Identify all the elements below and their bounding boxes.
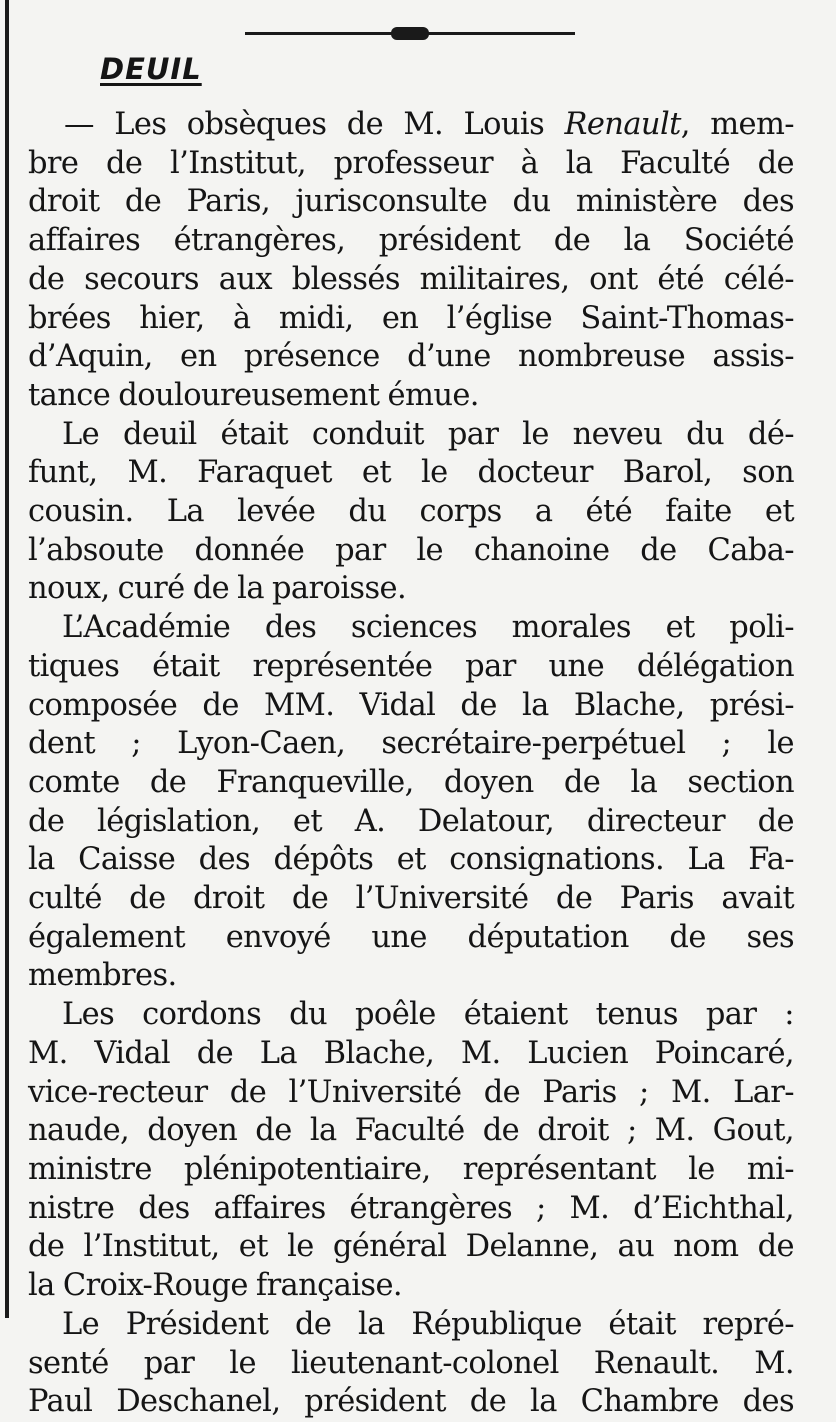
- paragraph-president: [28, 1306, 794, 1422]
- article-line: Le Président de la République était repré-: [62, 1306, 794, 1342]
- article-line: l’absoute donnée par le chanoine de Caba-: [28, 532, 794, 568]
- line-text: — Les obsèques de M. Louis: [64, 107, 565, 142]
- article-line: droit de Paris, jurisconsulte du ministère des: [28, 184, 794, 220]
- article-line: cousin. La levée du corps a été faite et: [28, 494, 794, 530]
- article-line: M. Vidal de La Blache, M. Lucien Poincaré,: [28, 1035, 794, 1071]
- article-line: de l’Institut, et le général Delanne, au nom de: [28, 1229, 794, 1265]
- column-rule: [5, 0, 9, 1318]
- paragraph-obseques: [28, 106, 794, 416]
- article-line: tiques était représentée par une délégation: [28, 648, 794, 684]
- article-line: membres.: [28, 958, 177, 994]
- article-line: [28, 106, 794, 145]
- paragraph-cordons: [28, 996, 794, 1306]
- article-line: comte de Franqueville, doyen de la section: [28, 764, 794, 800]
- article-line: la Caisse des dépôts et consignations. La Fa-: [28, 842, 794, 878]
- article-line: bre de l’Institut, professeur à la Faculté de: [28, 145, 794, 181]
- article-line: également envoyé une députation de ses: [28, 919, 794, 955]
- article-line: culté de droit de l’Université de Paris avait: [28, 881, 794, 917]
- article-line: affaires étrangères, président de la Société: [28, 223, 794, 259]
- article-line: senté par le lieutenant-colonel Renault. M.: [28, 1345, 794, 1381]
- line-text: , mem-: [680, 107, 794, 142]
- article-body: [28, 106, 794, 1422]
- article-line: d’Aquin, en présence d’une nombreuse assis-: [28, 339, 794, 375]
- section-heading: DEUIL: [100, 52, 202, 86]
- article-line: funt, M. Faraquet et le docteur Barol, son: [28, 455, 794, 491]
- article-line: Paul Deschanel, président de la Chambre des: [28, 1384, 794, 1420]
- paragraph-deuil: [28, 416, 794, 610]
- article-line: dent ; Lyon-Caen, secrétaire-perpétuel ; le: [28, 726, 794, 762]
- article-line: Les cordons du poêle étaient tenus par :: [62, 997, 794, 1033]
- article-line: la Croix-Rouge française.: [28, 1268, 402, 1304]
- article-line: de législation, et A. Delatour, directeur de: [28, 803, 794, 839]
- article-line: naude, doyen de la Faculté de droit ; M. Gout,: [28, 1113, 794, 1149]
- article-line: L’Académie des sciences morales et poli-: [62, 610, 794, 646]
- article-line: Le deuil était conduit par le neveu du dé-: [62, 416, 794, 452]
- article-line: tance douloureusement émue.: [28, 377, 479, 413]
- article-line: de secours aux blessés militaires, ont été célé-: [28, 261, 794, 297]
- article-line: brées hier, à midi, en l’église Saint-Thomas-: [28, 300, 794, 336]
- ornament-knot: [391, 27, 429, 40]
- article-line: ministre plénipotentiaire, représentant le mi-: [28, 1151, 794, 1187]
- article-line: vice-recteur de l’Université de Paris ; M. Lar-: [28, 1074, 794, 1110]
- section-ornament: [245, 27, 575, 41]
- article-line: nistre des affaires étrangères ; M. d’Eichthal,: [28, 1190, 794, 1226]
- article-line: composée de MM. Vidal de la Blache, prési-: [28, 687, 794, 723]
- article-line: noux, curé de la paroisse.: [28, 571, 407, 607]
- italic-name: Renault: [564, 107, 681, 142]
- paragraph-academie: [28, 609, 794, 996]
